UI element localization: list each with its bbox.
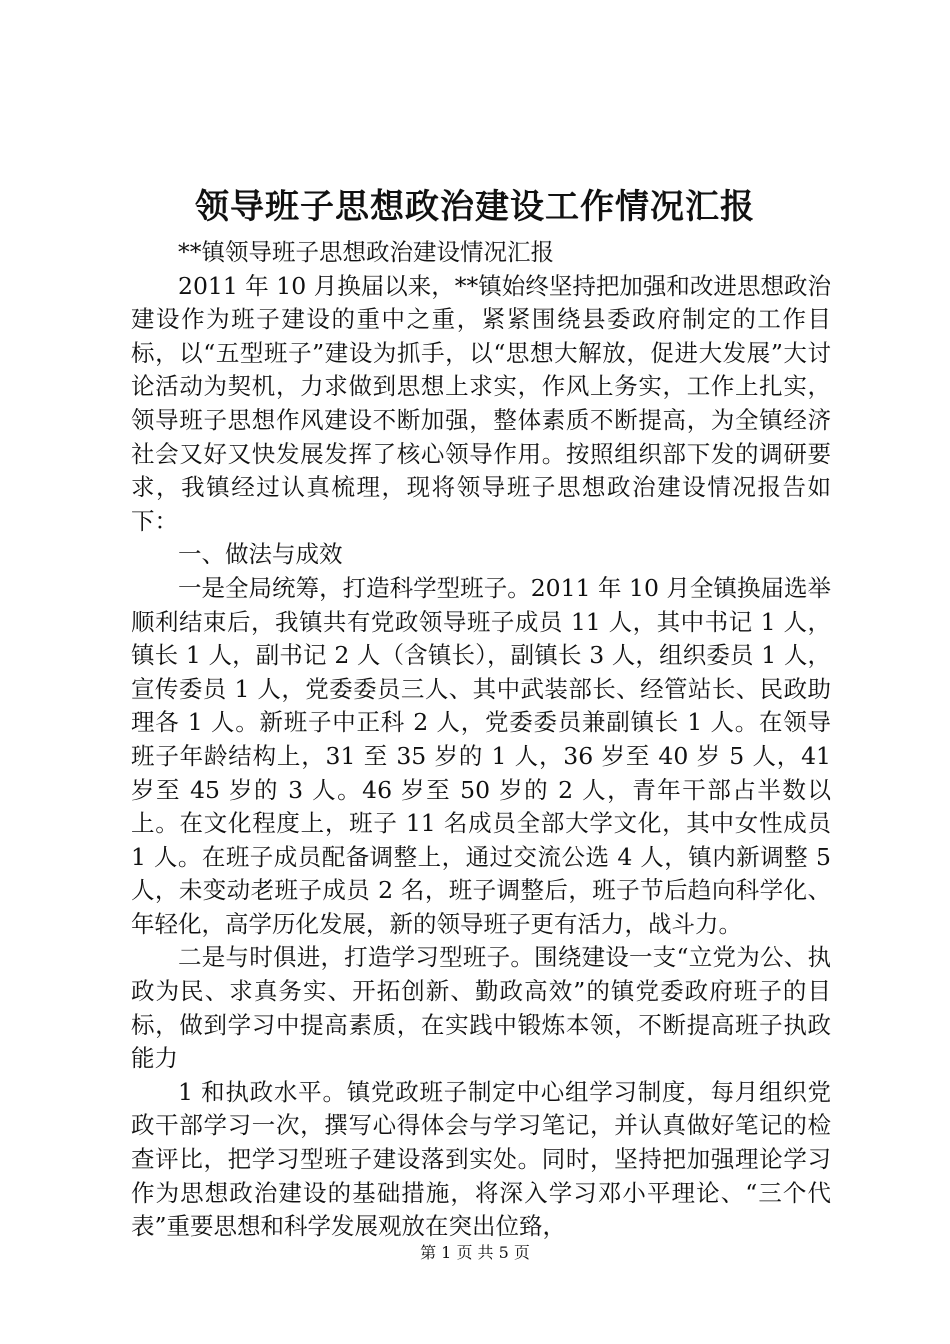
subtitle-paragraph: **镇领导班子思想政治建设情况汇报 xyxy=(178,238,554,266)
section-heading: 一、做法与成效 xyxy=(178,540,343,569)
body-paragraph: 一是全局统筹，打造科学型班子。2011 年 10 月全镇换届选举顺利结束后，我镇共有党政领导班子成员 11 人，其中书记 1 人，镇长 1 人，副书记 2 人（含镇长），副镇长 3 人，组织委员 1 人，宣传委员 1 人，党委委员三人、其中武装部长、经管站长、民政助理各 1 人。新班子中正科 2 人，党委委员兼副镇长 1 人。在领导班子年龄结构上，31 至 35 岁的 1 人，36 岁至 40 岁 5 人，41 岁至 45 岁的 3 人。46 岁至 50 岁的 2 人，青年干部占半数以上。在文化程度上，班子 11 名成员全部大学文化，其中女性成员 1 人。在班子成员配备调整上，通过交流公选 4 人，镇内新调整 5 人，未变动老班子成员 2 名，班子调整后，班子节后趋向科学化、年轻化，高学历化发展，新的领导班子更有活力，战斗力。 xyxy=(131,573,831,938)
document-body xyxy=(131,236,831,1244)
body-paragraph: 1 和执政水平。镇党政班子制定中心组学习制度，每月组织党政干部学习一次，撰写心得体会与学习笔记，并认真做好笔记的检查评比，把学习型班子建设落到实处。同时，坚持把加强理论学习作为思想政治建设的基础措施，将深入学习邓小平理论、“三个代表”重要思想和科学发展观放在突出位臵， xyxy=(131,1077,831,1241)
document-title: 领导班子思想政治建设工作情况汇报 xyxy=(195,187,755,227)
body-paragraph: 二是与时俱进，打造学习型班子。围绕建设一支“立党为公、执政为民、求真务实、开拓创新、勤政高效”的镇党委政府班子的目标，做到学习中提高素质，在实践中锻炼本领，不断提高班子执政能力 xyxy=(131,943,831,1073)
intro-paragraph: 2011 年 10 月换届以来，**镇始终坚持把加强和改进思想政治建设作为班子建设的重中之重，紧紧围绕县委政府制定的工作目标，以“五型班子”建设为抓手，以“思想大解放，促进大发展”大讨论活动为契机，力求做到思想上求实，作风上务实，工作上扎实，领导班子思想作风建设不断加强，整体素质不断提高，为全镇经济社会又好又快发展发挥了核心领导作用。按照组织部下发的调研要求，我镇经过认真梳理，现将领导班子思想政治建设情况报告如下： xyxy=(131,271,831,535)
page-footer: 第 1 页 共 5 页 xyxy=(420,1243,530,1262)
